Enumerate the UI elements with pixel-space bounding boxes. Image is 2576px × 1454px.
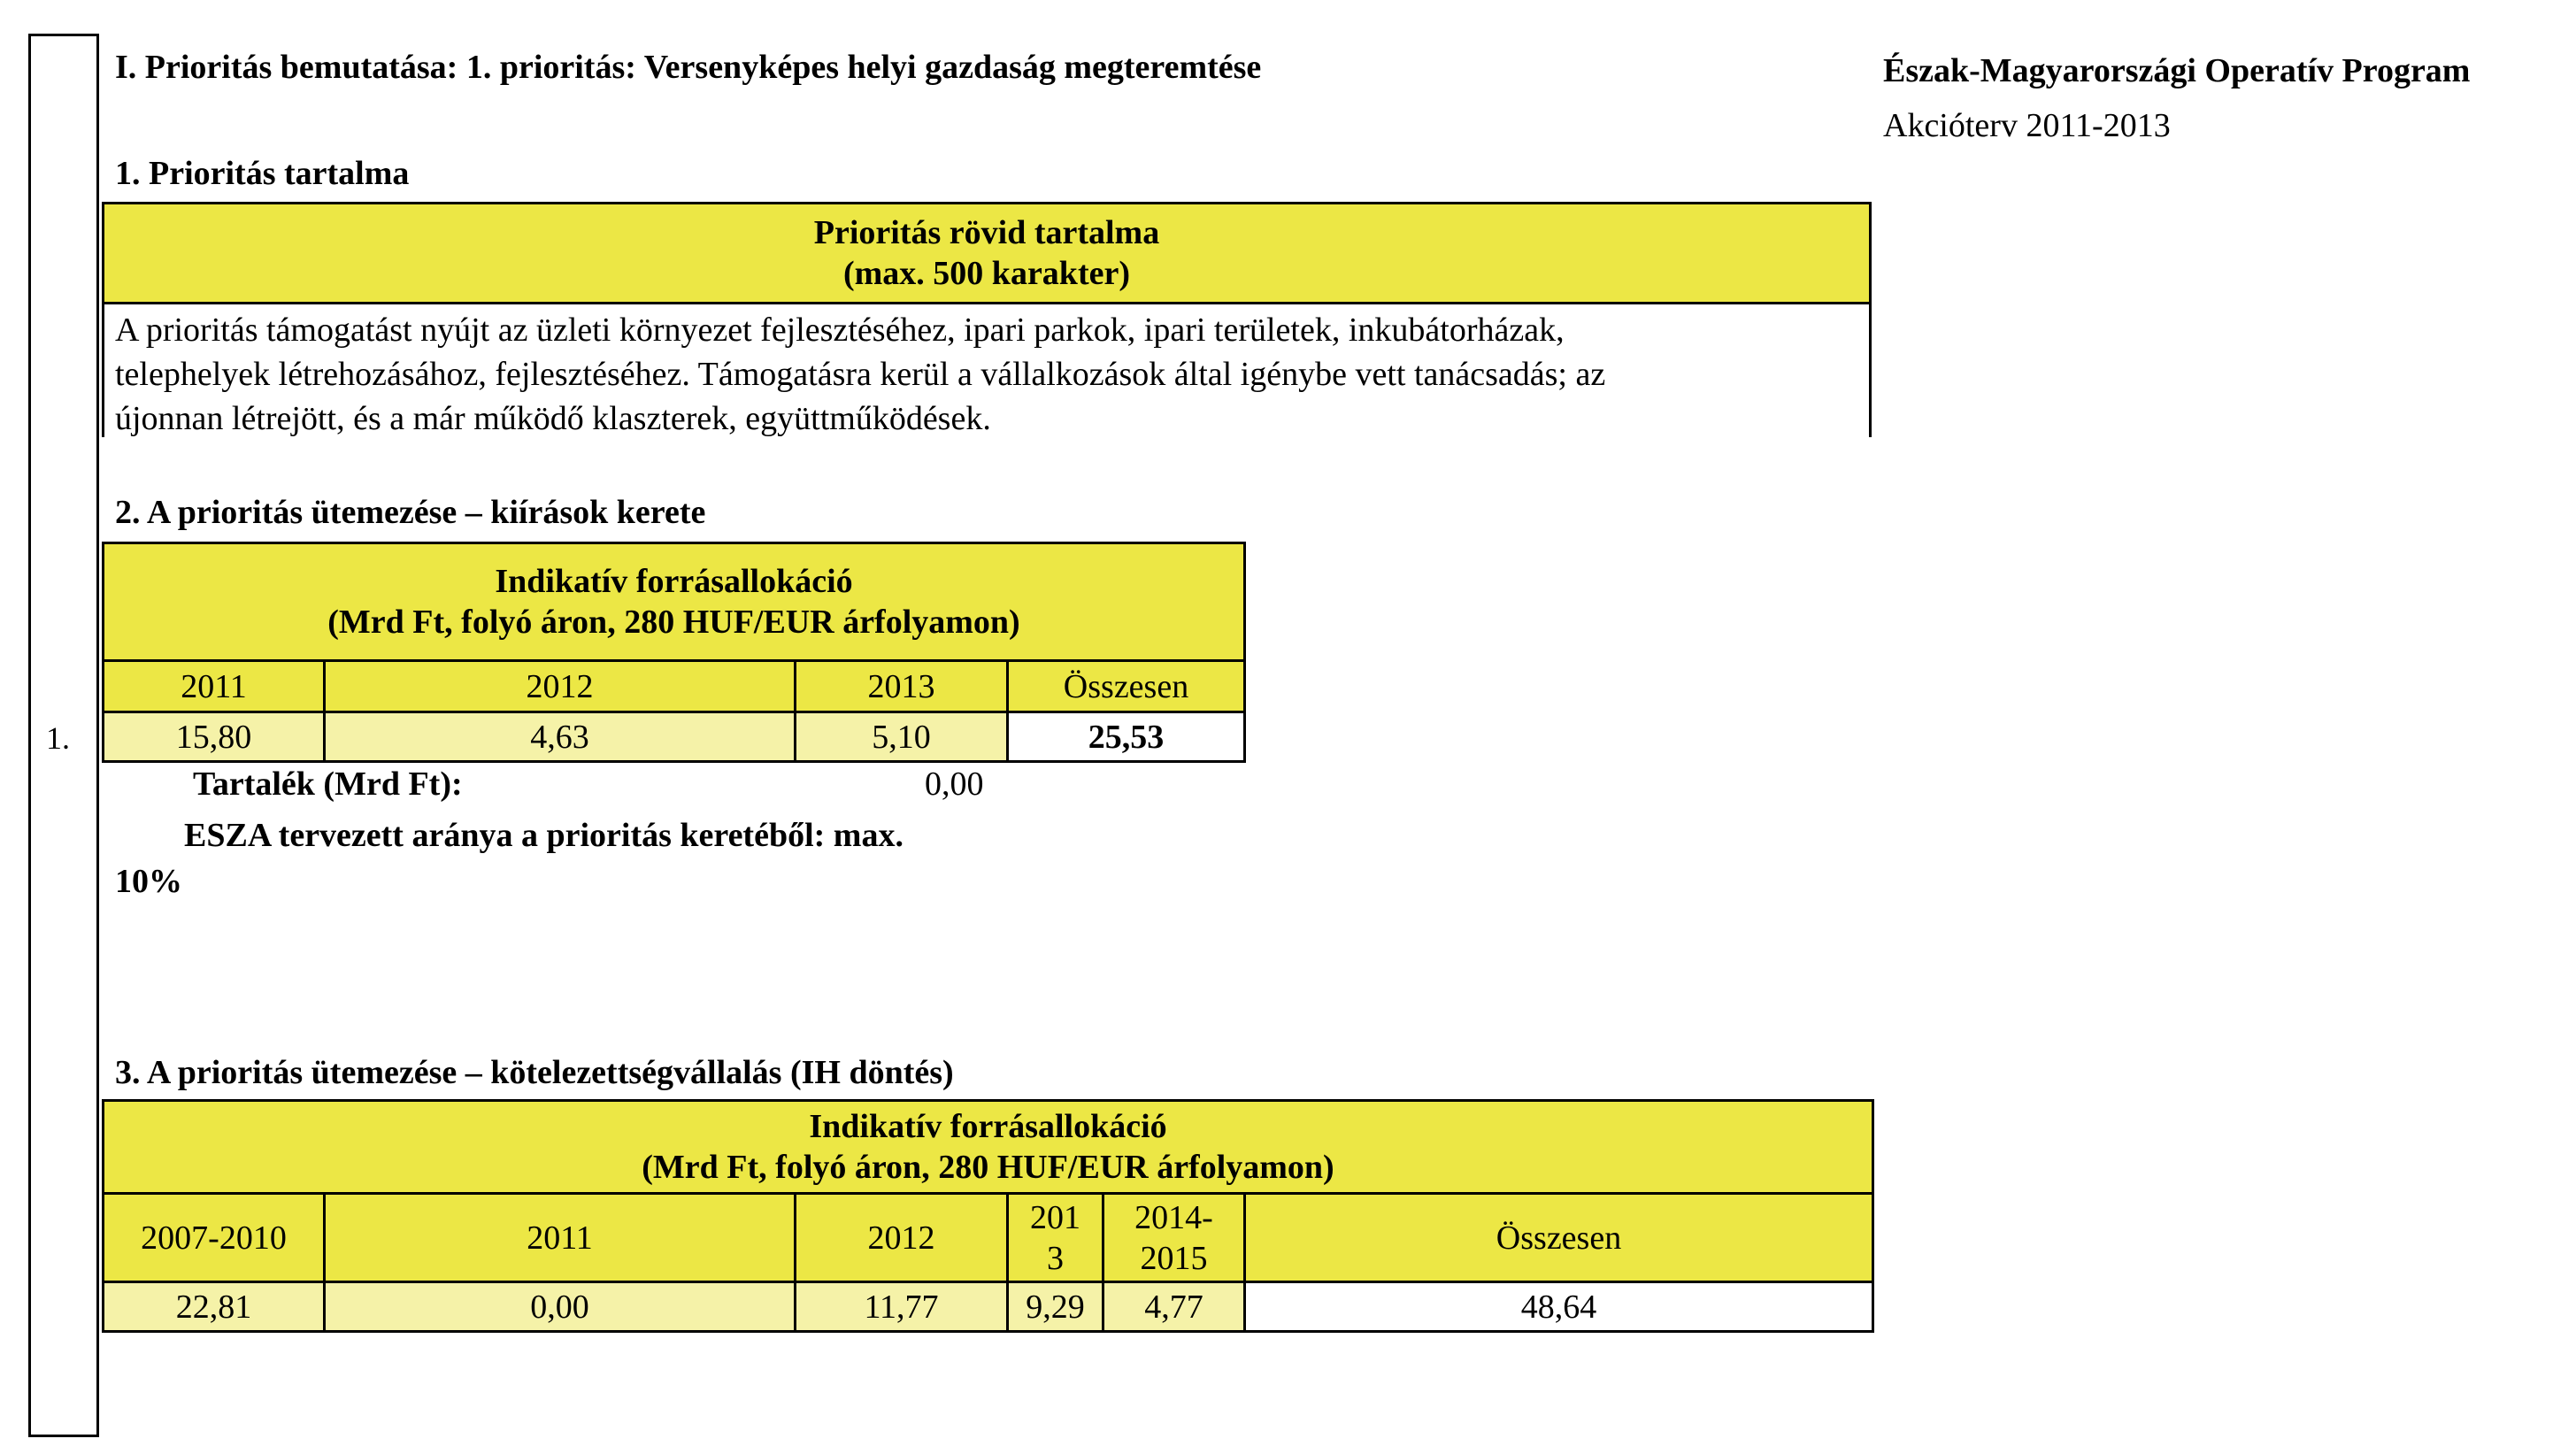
section3-col-2014-2015 (1103, 1194, 1245, 1282)
reserve-value: 0,00 (925, 765, 984, 803)
section2-val-total: 25,53 (1008, 712, 1245, 762)
section3-col-2007-2010: 2007-2010 (104, 1194, 325, 1282)
section2-val-2012: 4,63 (325, 712, 796, 762)
section2-val-2013: 5,10 (796, 712, 1008, 762)
page-title: I. Prioritás bemutatása: 1. prioritás: Versenyképes helyi gazdaság megteremtése (115, 49, 1262, 86)
esza-line1: ESZA tervezett aránya a prioritás keretéből: max. (184, 817, 904, 854)
section3-val-2012: 11,77 (796, 1282, 1008, 1332)
section2-table (102, 542, 1246, 763)
program-subtitle: Akcióterv 2011-2013 (1883, 107, 2171, 144)
section3-val-2014-2015: 4,77 (1103, 1282, 1245, 1332)
section1-text (115, 308, 1849, 441)
section3-val-2011: 0,00 (325, 1282, 796, 1332)
reserve-label: Tartalék (Mrd Ft): (193, 765, 463, 803)
section2-col-2012: 2012 (325, 661, 796, 712)
section3-col-2014-2015-line1: 2014- (1134, 1198, 1213, 1236)
section3-col-2014-2015-line2: 2015 (1140, 1239, 1208, 1277)
section3-table-title-line1: Indikatív forrásallokáció (809, 1108, 1167, 1145)
section1-text-line1: A prioritás támogatást nyújt az üzleti környezet fejlesztéséhez, ipari parkok, ipari területek, inkubátorházak, (115, 312, 1565, 349)
section1-text-line3: újonnan létrejött, és a már működő klaszterek, együttműködések. (115, 400, 991, 437)
section2-table-title-line2: (Mrd Ft, folyó áron, 280 HUF/EUR árfolyamon) (327, 604, 1020, 641)
section3-col-2013-line1: 201 (1030, 1198, 1080, 1236)
section3-col-total: Összesen (1245, 1194, 1873, 1282)
section3-col-2013-line2: 3 (1047, 1239, 1064, 1277)
program-name: Észak-Magyarországi Operatív Program (1883, 52, 2471, 89)
row-number: 1. (46, 720, 70, 756)
section3-table-title (104, 1101, 1873, 1194)
section1-heading: 1. Prioritás tartalma (115, 155, 410, 192)
section1-box-title (104, 204, 1871, 304)
section2-col-total: Összesen (1008, 661, 1245, 712)
section2-table-title (104, 543, 1245, 661)
section3-table-title-line2: (Mrd Ft, folyó áron, 280 HUF/EUR árfolyamon) (642, 1149, 1334, 1186)
section3-col-2012: 2012 (796, 1194, 1008, 1282)
section2-val-2011: 15,80 (104, 712, 325, 762)
section3-val-2007-2010: 22,81 (104, 1282, 325, 1332)
section3-heading: 3. A prioritás ütemezése – kötelezettségvállalás (IH döntés) (115, 1054, 954, 1091)
section3-val-total: 48,64 (1245, 1282, 1873, 1332)
section2-heading: 2. A prioritás ütemezése – kiírások kerete (115, 494, 706, 531)
section3-col-2011: 2011 (325, 1194, 796, 1282)
section1-text-line2: telephelyek létrehozásához, fejlesztéséhez. Támogatásra kerül a vállalkozások által igénybe vett tanácsadás; az (115, 356, 1606, 393)
esza-line2: 10% (115, 863, 182, 900)
section2-table-title-line1: Indikatív forrásallokáció (495, 563, 853, 600)
section3-col-2013 (1008, 1194, 1103, 1282)
section1-box-title-line2: (max. 500 karakter) (843, 255, 1130, 292)
section2-col-2011: 2011 (104, 661, 325, 712)
section1-box-header (102, 202, 1872, 304)
section3-val-2013: 9,29 (1008, 1282, 1103, 1332)
section1-box-title-line1: Prioritás rövid tartalma (813, 214, 1160, 251)
section3-table (102, 1099, 1874, 1333)
section2-col-2013: 2013 (796, 661, 1008, 712)
